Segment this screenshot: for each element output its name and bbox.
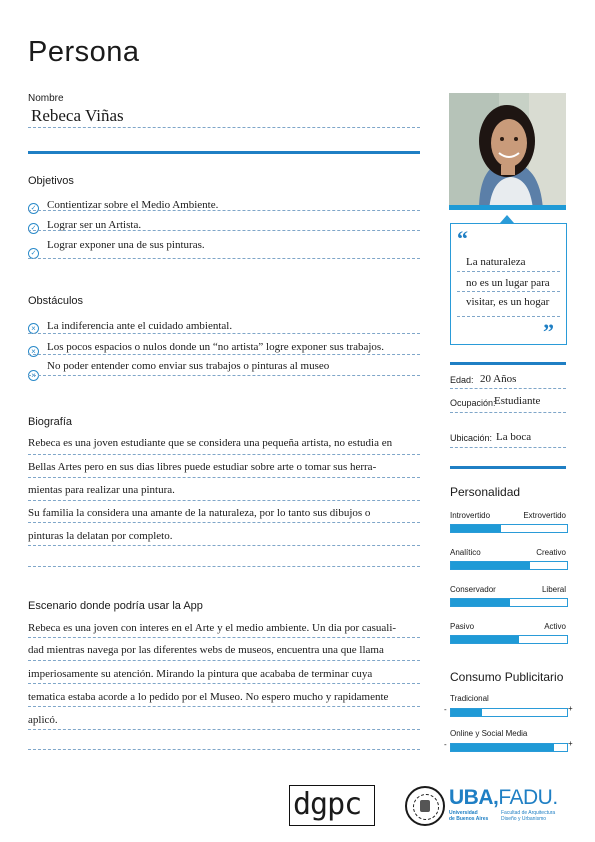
fadu-subtitle: [501, 810, 555, 822]
name-value: Rebeca Viñas: [31, 106, 124, 125]
row-line: [28, 637, 420, 638]
escenario-line: dad mientras navega por las diferentes webs de museos, encuentra una que llama: [28, 644, 384, 656]
edad-value: 20 Años: [480, 373, 517, 385]
row-line: [28, 477, 420, 478]
trait-slider: [450, 561, 568, 570]
row-line: [28, 354, 420, 355]
row-line: [28, 500, 420, 501]
objetivo-item: Contientizar sobre el Medio Ambiente.: [47, 199, 219, 211]
uba-text: UBA,: [449, 786, 499, 809]
row-line: [450, 388, 566, 389]
trait-left-label: Conservador: [450, 585, 496, 594]
escenario-line: imperiosamente su atención. Mirando la pintura que acababa de terminar cuya: [28, 668, 373, 680]
escenario-line: Rebeca es una joven con interes en el Arte y el medio ambiente. Un dia por casuali-: [28, 622, 397, 634]
trait-left-label: Analítico: [450, 548, 481, 557]
personalidad-divider: [450, 466, 566, 469]
minus-label: -: [444, 705, 447, 714]
uba-logo-text: [449, 786, 558, 810]
row-line: [28, 545, 420, 546]
obstaculo-item: Los pocos espacios o nulos donde un “no artista” logre exponer sus trabajos.: [47, 341, 384, 353]
check-icon: ✓: [28, 203, 39, 214]
row-line: [28, 258, 420, 259]
trait-slider: [450, 598, 568, 607]
obstaculos-heading: Obstáculos: [28, 295, 84, 307]
fadu-sub1: Facultad de Arquitectura: [501, 810, 556, 816]
row-line: [28, 522, 420, 523]
check-icon: ✓: [28, 248, 39, 259]
quote-line: no es un lugar para: [466, 277, 550, 289]
row-line: [28, 566, 420, 567]
page-title: Persona: [28, 36, 140, 68]
row-line: [28, 749, 420, 750]
ocupacion-label: Ocupación:: [450, 398, 496, 408]
consumo-bar-fill: [451, 709, 482, 716]
fadu-text: FADU.: [498, 786, 558, 809]
trait-left-label: Pasivo: [450, 622, 475, 631]
escenario-heading: Escenario donde podría usar la App: [28, 600, 203, 612]
biografia-line: mientas para realizar una pintura.: [28, 484, 175, 496]
trait-right-label: Liberal: [541, 585, 566, 594]
dgpc-logo: [289, 785, 375, 826]
row-line: [28, 683, 420, 684]
uba-subtitle: [449, 810, 488, 822]
row-line: [457, 316, 560, 317]
row-line: [450, 447, 566, 448]
ocupacion-value: Estudiante: [494, 395, 541, 407]
check-icon: ✓: [28, 223, 39, 234]
dgpc-logo-text: dgpc: [293, 787, 362, 822]
section-divider: [28, 151, 420, 154]
trait-slider-fill: [451, 525, 501, 532]
row-line: [28, 210, 420, 211]
uba-sub2: de Buenos Aires: [449, 816, 489, 822]
biografia-line: Su familia la considera una amante de la naturaleza, por lo tanto sus dibujos o: [28, 507, 371, 519]
trait-slider-fill: [451, 599, 510, 606]
name-label: Nombre: [28, 93, 64, 104]
row-line: [28, 454, 420, 455]
escenario-line: tematica estaba acorde a lo pedido por el Museo. No espero mucho y rapidamente: [28, 691, 389, 703]
consumo-bar: [450, 708, 568, 717]
minus-label: -: [444, 740, 447, 749]
personalidad-heading: Personalidad: [450, 485, 521, 499]
uba-seal-icon: [405, 786, 445, 826]
biografia-line: Bellas Artes pero en sus dias libres puede estudiar sobre arte o tomar sus herra-: [28, 461, 377, 473]
quote-line: visitar, es un hogar: [466, 296, 550, 308]
photo-accent: [449, 205, 566, 210]
trait-right-label: Activo: [544, 622, 566, 631]
consumo-heading: Consumo Publicitario: [450, 670, 564, 684]
uba-sub1: Universidad: [449, 810, 478, 816]
objetivo-item: Lograr exponer una de sus pinturas.: [47, 239, 205, 251]
x-circle-icon: ×: [28, 370, 39, 381]
row-line: [457, 291, 560, 292]
objetivos-heading: Objetivos: [28, 175, 74, 187]
plus-label: +: [568, 704, 573, 713]
edad-label: Edad:: [450, 375, 474, 385]
objetivo-item: Lograr ser un Artista.: [47, 219, 142, 231]
consumo-bar-fill: [451, 744, 554, 751]
consumo-label: Tradicional: [450, 694, 489, 703]
obstaculo-item: La indiferencia ante el cuidado ambiental.: [47, 320, 233, 332]
trait-left-label: Introvertido: [450, 511, 491, 520]
row-line: [28, 706, 420, 707]
row-line: [28, 729, 420, 730]
row-line: [28, 660, 420, 661]
quote-box: [450, 223, 567, 345]
trait-slider-fill: [451, 562, 530, 569]
quote-open-icon: “: [457, 226, 468, 251]
x-circle-icon: ×: [28, 323, 39, 334]
row-line: [28, 375, 420, 376]
persona-photo: [449, 93, 566, 210]
quote-pointer: [500, 215, 514, 223]
plus-label: +: [568, 739, 573, 748]
name-line: [28, 127, 420, 128]
row-line: [28, 333, 420, 334]
quote-line: La naturaleza: [466, 256, 526, 268]
info-divider: [450, 362, 566, 365]
row-line: [457, 271, 560, 272]
quote-close-icon: ”: [543, 319, 554, 344]
biografia-line: pinturas la delatan por completo.: [28, 530, 173, 542]
trait-slider: [450, 635, 568, 644]
row-line: [28, 230, 420, 231]
trait-right-label: Creativo: [536, 548, 566, 557]
consumo-bar: [450, 743, 568, 752]
trait-slider-fill: [451, 636, 519, 643]
escenario-line: aplicó.: [28, 714, 58, 726]
trait-slider: [450, 524, 568, 533]
ubicacion-value: La boca: [496, 431, 532, 443]
biografia-heading: Biografía: [28, 416, 73, 428]
fadu-sub2: Diseño y Urbanismo: [501, 816, 547, 822]
consumo-label: Online y Social Media: [450, 729, 528, 738]
biografia-line: Rebeca es una joven estudiante que se considera una pequeña artista, no estudia en: [28, 437, 393, 449]
x-circle-icon: ×: [28, 346, 39, 357]
trait-right-label: Extrovertido: [523, 511, 566, 520]
row-line: [450, 412, 566, 413]
ubicacion-label: Ubicación:: [450, 433, 493, 443]
obstaculo-item: No poder entender como enviar sus trabajos o pinturas al museo: [47, 360, 330, 372]
